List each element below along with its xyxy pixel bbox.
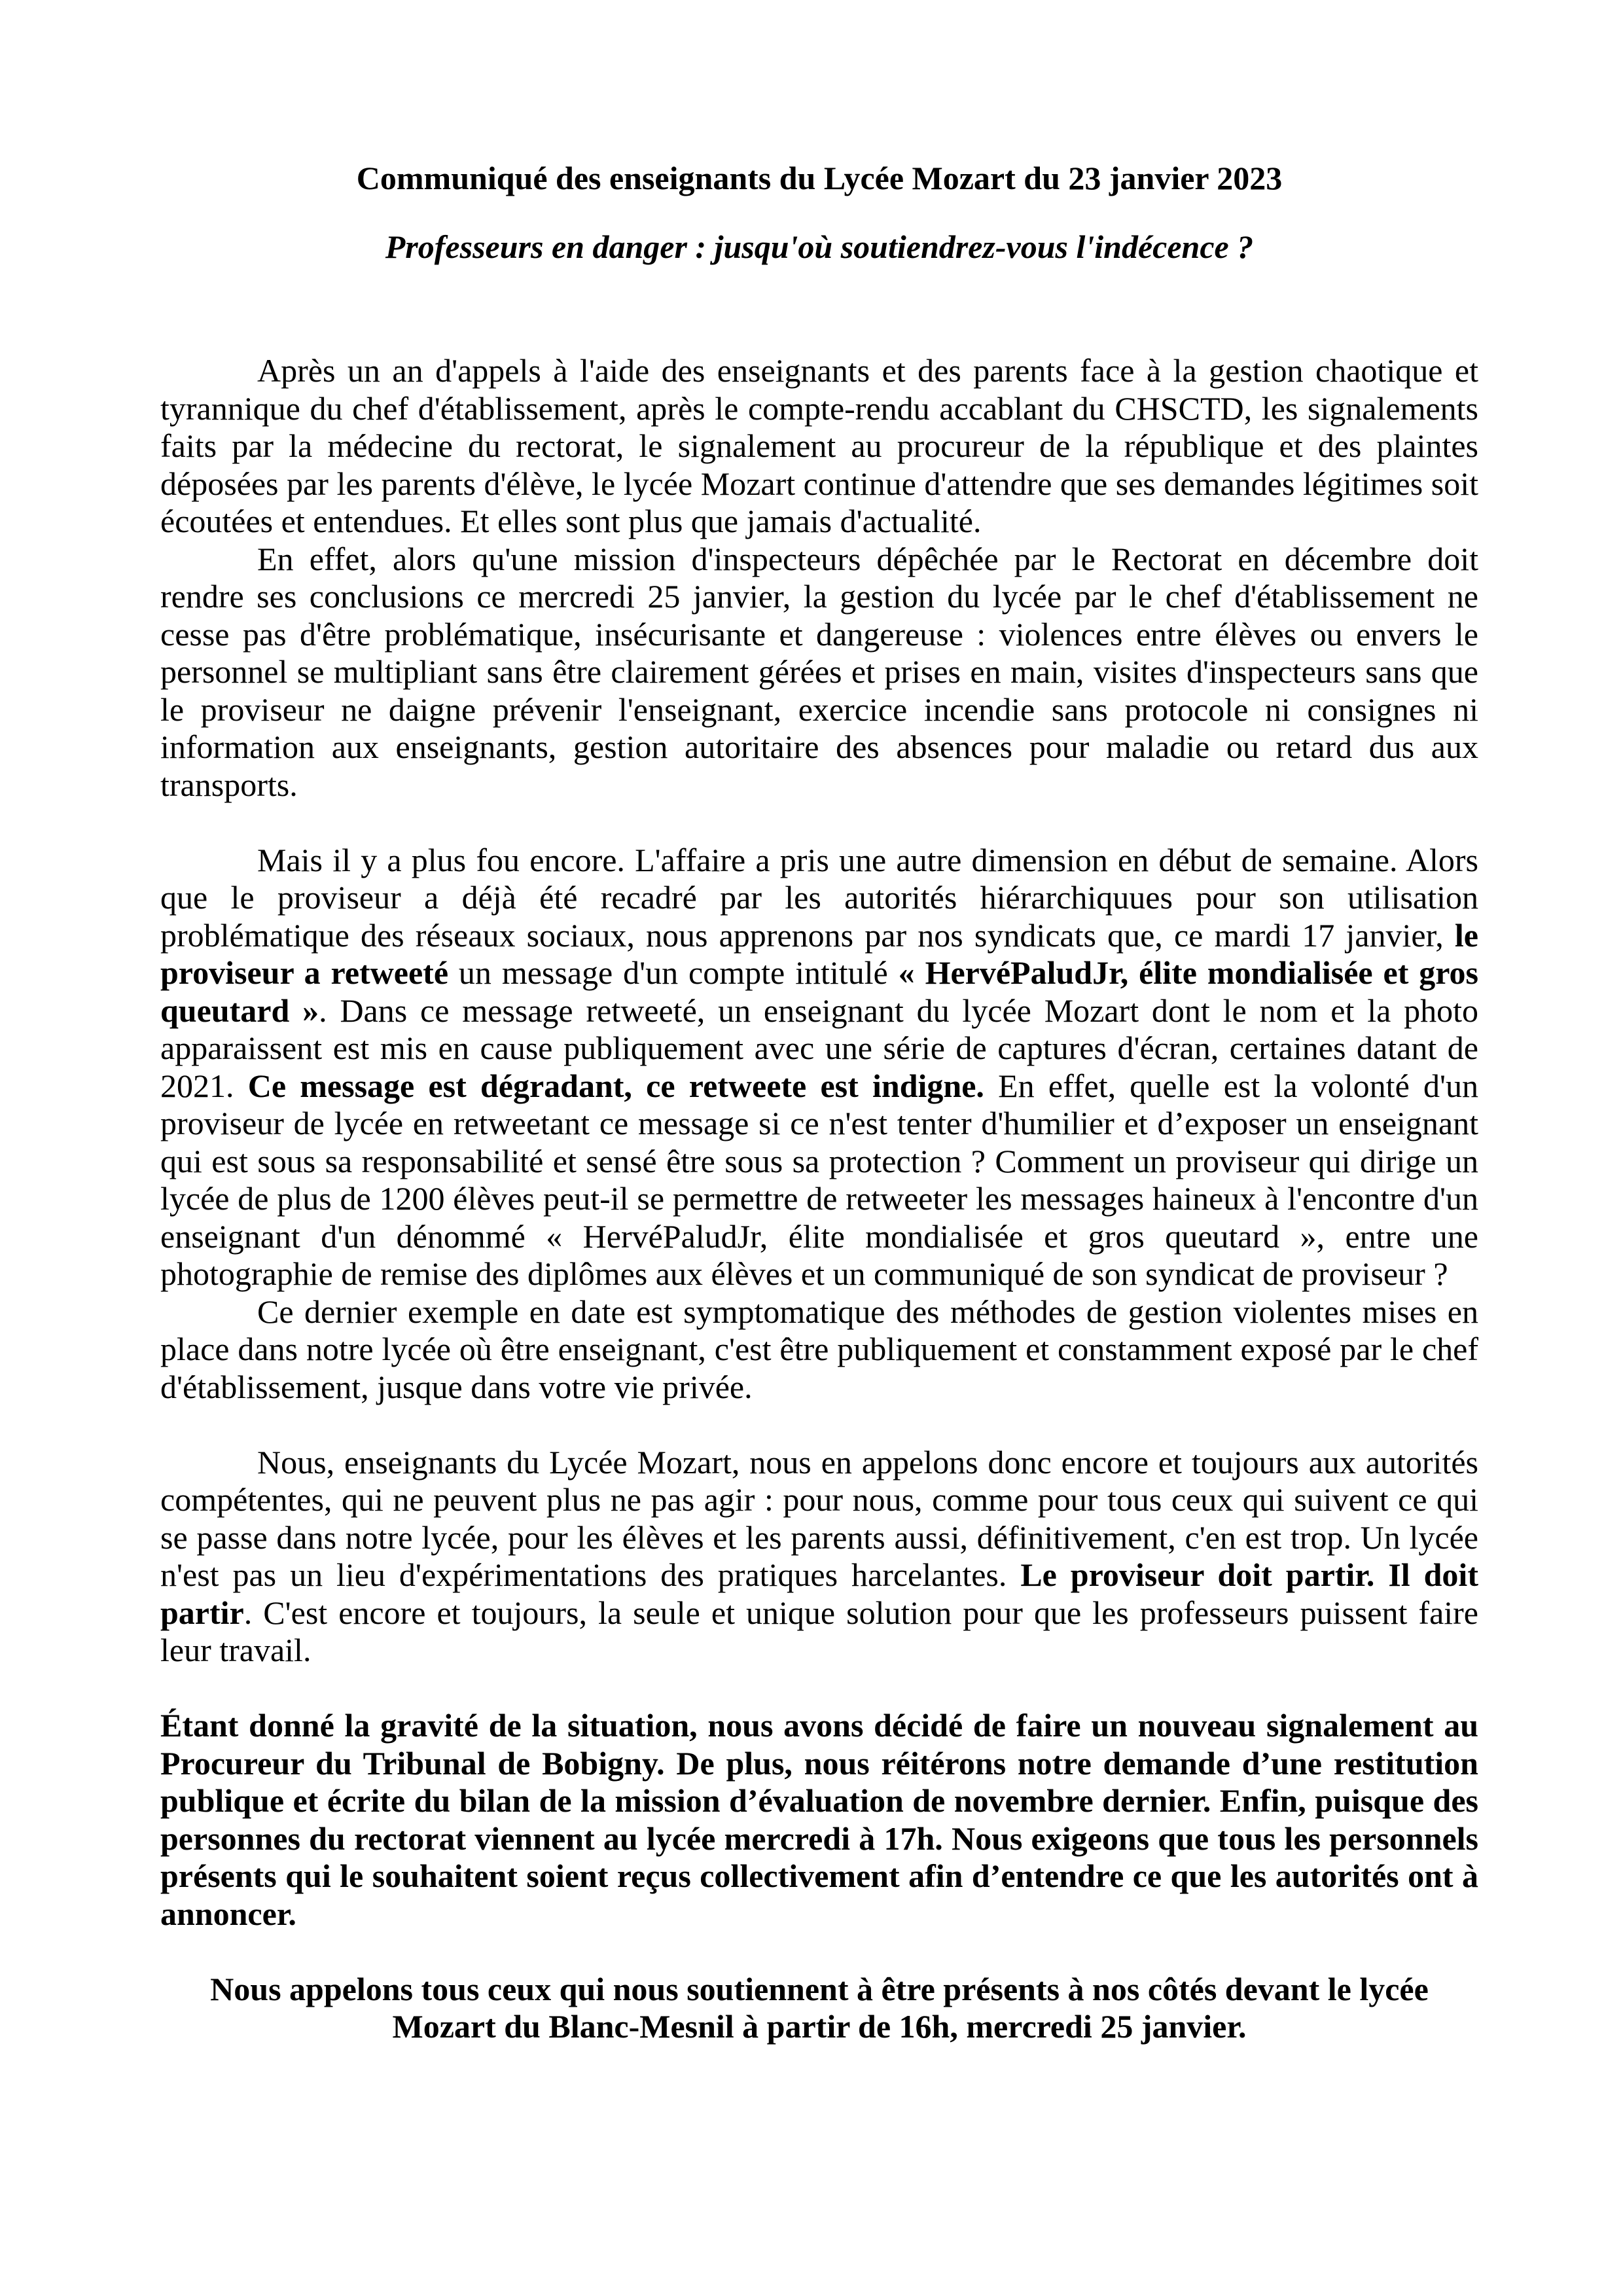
paragraph-inspection-mission [160,541,1478,804]
paragraph-retweet-affair [160,842,1478,1293]
paragraph-call-to-authorities [160,1444,1478,1670]
document-content [160,0,1478,2046]
paragraph-text: Mais il y a plus fou encore. L'affaire a pris une autre dimension en début de semaine. Alors que le proviseur a déjà été recadré par les autorités hiérarchiquues pour son utilisation problématique des réseaux sociaux, nous apprenons par nos syndicats que, ce mardi 17 janvier, [160,841,1478,954]
paragraph-text-bold: Ce message est dégradant, ce retweete est indigne. [247,1067,984,1104]
paragraph-text: . C'est encore et toujours, la seule et unique solution pour que les professeurs puissent faire leur travail. [160,1594,1478,1668]
paragraph-text-bold: « HervéPaludJr, élite mondialisée et gros queutard » [160,954,1479,1029]
paragraph-text: En effet, quelle est la volonté d'un proviseur de lycée en retweetant ce message si ce n'est tenter d'humilier et d’exposer un enseignant qui est sous sa responsabilité et sensé être sous sa protection ? Comment un proviseur qui dirige un lycée de plus de 1200 élèves peut-il se permettre de retweeter les messages haineux à l'encontre d'un enseignant d'un dénommé « HervéPaludJr, élite mondialisée et gros queutard », entre une photographie de remise des diplômes aux élèves et un communiqué de son syndicat de proviseur ? [160,1067,1479,1292]
paragraph-text: . Dans ce message retweeté, un enseignant du lycée Mozart dont le nom et la photo apparaissent est mis en cause publiquement avec une série de captures d'écran, certaines datant de 2021. [160,992,1478,1104]
paragraph-new-report-demands [160,1707,1478,1933]
paragraph-rally-call [160,1971,1478,2046]
paragraph-text-bold: Nous appelons tous ceux qui nous soutiennent à être présents à nos côtés devant le lycée Mozart du Blanc-Mesnil à partir de 16h, mercredi 25 janvier. [210,1970,1429,2045]
document-subtitle: Professeurs en danger : jusqu'où soutiendrez-vous l'indécence ? [385,228,1254,265]
paragraph-text: Nous, enseignants du Lycée Mozart, nous en appelons donc encore et toujours aux autorités compétentes, qui ne peuvent plus ne pas agir : pour nous, comme pour tous ceux qui suivent ce qui se passe dans notre lycée, pour les élèves et les parents aussi, définitivement, c'en est trop. Un lycée n'est pas un lieu d'expérimentations des pratiques harcelantes. [160,1443,1478,1593]
paragraph-text-bold: Étant donné la gravité de la situation, nous avons décidé de faire un nouveau signalement au Procureur du Tribunal de Bobigny. De plus, nous réitérons notre demande d’une restitution publique et écrite du bilan de la mission d’évaluation de novembre dernier. Enfin, puisque des personnes du rectorat viennent au lycée mercredi à 17h. Nous exigeons que tous les personnels présents qui le souhaitent soient reçus collectivement afin d’entendre ce que les autorités ont à annoncer. [160,1707,1478,1932]
paragraph-text: Après un an d'appels à l'aide des enseignants et des parents face à la gestion chaotique et tyrannique du chef d'établissement, après le compte-rendu accablant du CHSCTD, les signalements faits par la médecine du rectorat, le signalement au procureur de la république et des plaintes déposées par les parents d'élève, le lycée Mozart continue d'attendre que ses demandes légitimes soit écoutées et entendues. Et elles sont plus que jamais d'actualité. [160,352,1478,539]
paragraph-appeals-history [160,352,1478,541]
paragraph-text: En effet, alors qu'une mission d'inspecteurs dépêchée par le Rectorat en décembre doit rendre ses conclusions ce mercredi 25 janvier, la gestion du lycée par le chef d'établissement ne cesse pas d'être problématique, insécurisante et dangereuse : violences entre élèves ou envers le personnel se multipliant sans être clairement gérées et prises en main, visites d'inspecteurs sans que le proviseur ne daigne prévenir l'enseignant, exercice incendie sans protocole ni consignes ni information aux enseignants, gestion autoritaire des absences pour maladie ou retard dus aux transports. [160,540,1478,803]
paragraph-text-bold: Le proviseur doit partir. Il doit partir [160,1556,1478,1631]
paragraph-symptomatic-example [160,1293,1478,1407]
paragraph-text: un message d'un compte intitulé [448,954,899,991]
document-title: Communiqué des enseignants du Lycée Mozart du 23 janvier 2023 [356,160,1283,196]
paragraph-text-bold: le proviseur a retweeté [160,916,1478,991]
paragraph-text: Ce dernier exemple en date est symptomatique des méthodes de gestion violentes mises en place dans notre lycée où être enseignant, c'est être publiquement et constamment exposé par le chef d'établissement, jusque dans votre vie privée. [160,1293,1478,1405]
